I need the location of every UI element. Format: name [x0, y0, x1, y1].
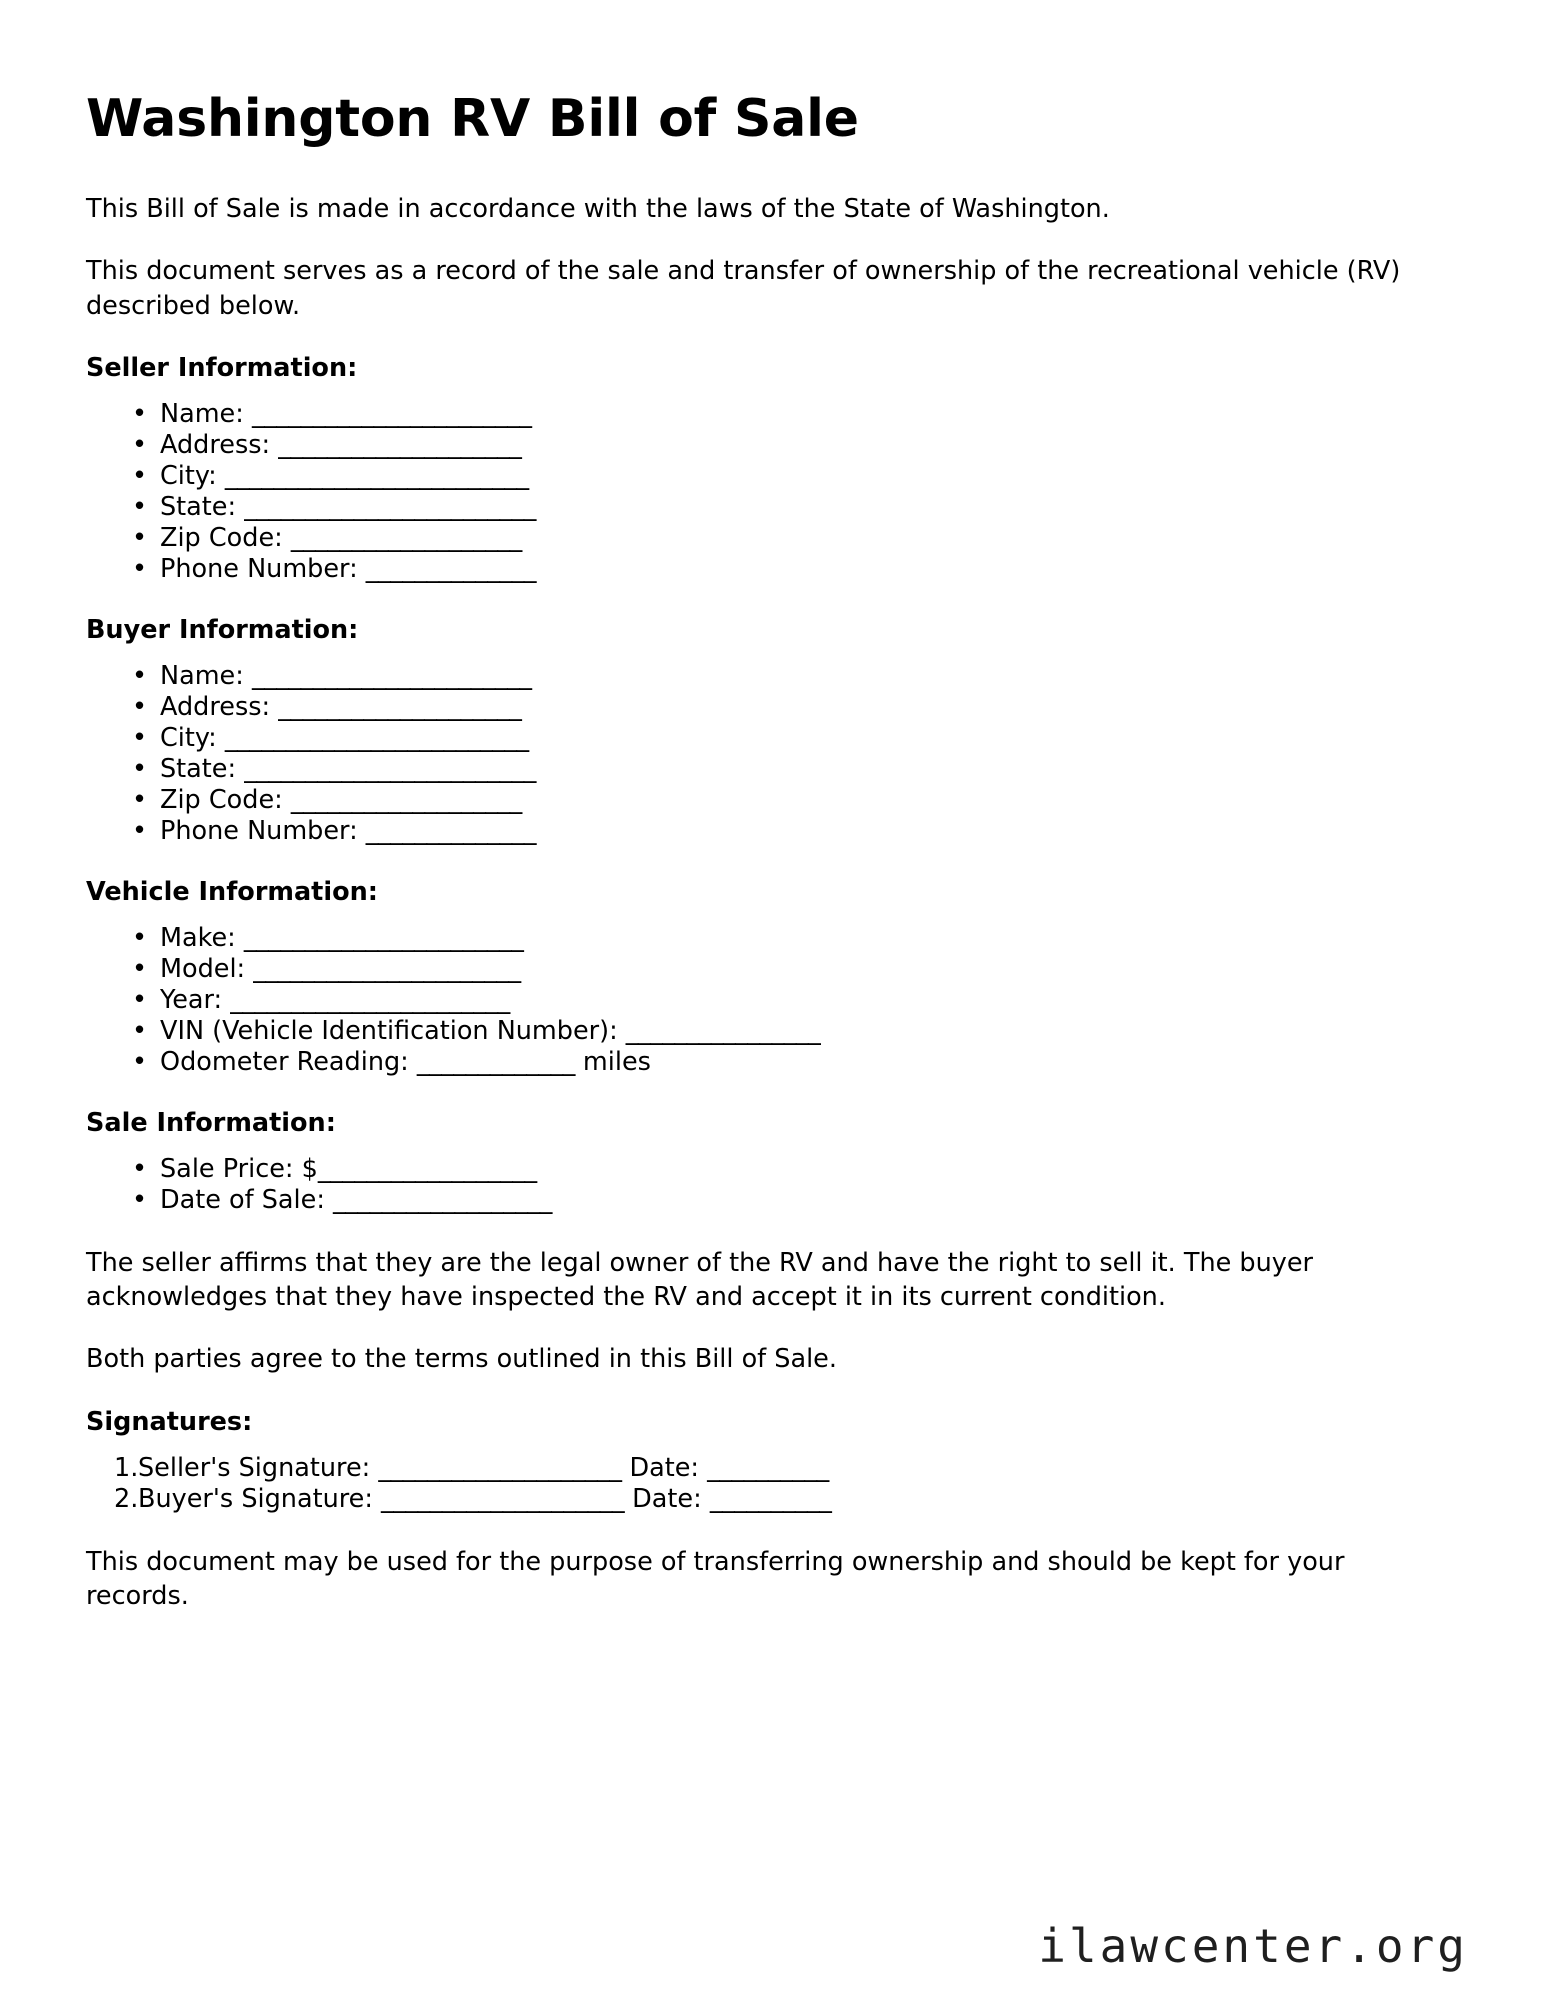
- list-item: [86, 923, 1468, 954]
- list-item: [86, 754, 1468, 785]
- buyer-section-heading: Buyer Information:: [86, 615, 359, 646]
- field-label: City:: [160, 723, 217, 753]
- field-blank[interactable]: _______________________: [251, 399, 532, 430]
- list-item: [86, 1016, 1468, 1047]
- field-label: Model:: [160, 953, 246, 984]
- spacer: [86, 1216, 1468, 1246]
- list-item: [86, 554, 1468, 585]
- date-label: Date:: [632, 1483, 702, 1514]
- field-suffix: miles: [574, 1046, 651, 1077]
- field-blank[interactable]: _______________________: [230, 984, 510, 1015]
- field-blank[interactable]: _____________: [416, 1046, 575, 1077]
- list-item: [86, 461, 1468, 492]
- date-blank[interactable]: __________: [707, 1452, 829, 1483]
- purpose-paragraph: This document serves as a record of the sale and transfer of ownership of the recreational vehicle (RV) described below.: [86, 255, 1401, 321]
- date-label: Date:: [629, 1452, 700, 1483]
- spacer: [86, 1078, 1468, 1108]
- bullet-icon: •: [132, 1046, 148, 1077]
- list-item: [86, 1047, 1468, 1078]
- list-item: [86, 399, 1468, 430]
- field-blank[interactable]: _________________________: [224, 723, 529, 753]
- field-label: Phone Number:: [160, 815, 358, 846]
- intro-paragraph: This Bill of Sale is made in accordance with the laws of the State of Washington.: [86, 194, 1110, 225]
- bullet-icon: •: [132, 1184, 148, 1215]
- field-label: Name:: [160, 399, 244, 430]
- field-blank[interactable]: _______________________: [251, 661, 532, 692]
- bullet-icon: •: [132, 984, 148, 1015]
- bullet-icon: •: [132, 1015, 148, 1046]
- field-label: Make:: [160, 922, 236, 953]
- bullet-icon: •: [132, 430, 148, 461]
- signature-blank[interactable]: ____________________: [378, 1452, 622, 1483]
- bullet-icon: •: [132, 1153, 148, 1184]
- bullet-icon: •: [132, 723, 148, 753]
- field-label: State:: [160, 753, 237, 784]
- list-item: [86, 523, 1468, 554]
- field-label: Sale Price: $: [160, 1153, 318, 1184]
- bullet-icon: •: [132, 461, 148, 492]
- bullet-icon: •: [132, 953, 148, 984]
- spacer: [86, 1315, 1468, 1342]
- field-blank[interactable]: ______________: [365, 815, 536, 846]
- list-marker: 1.: [114, 1452, 139, 1483]
- field-blank[interactable]: ___________________: [290, 523, 522, 554]
- field-blank[interactable]: ______________________: [253, 953, 521, 984]
- field-blank[interactable]: ________________________: [244, 492, 536, 523]
- spacer: [86, 1377, 1468, 1407]
- vehicle-fields-list: [86, 923, 1468, 1078]
- bullet-icon: •: [132, 523, 148, 554]
- vehicle-section-heading: Vehicle Information:: [86, 876, 378, 907]
- field-blank[interactable]: ____________________: [278, 692, 522, 723]
- bullet-icon: •: [132, 784, 148, 815]
- field-blank[interactable]: ________________________: [244, 753, 536, 784]
- bullet-icon: •: [132, 492, 148, 523]
- field-blank[interactable]: ______________: [365, 554, 536, 585]
- field-label: City:: [160, 461, 217, 492]
- closing-paragraph: This document may be used for the purpose of transferring ownership and should be kept for your records.: [86, 1546, 1345, 1612]
- bullet-icon: •: [132, 692, 148, 723]
- list-item: [86, 492, 1468, 523]
- field-label: Year:: [160, 984, 223, 1015]
- list-item: [86, 954, 1468, 985]
- seller-fields-list: [86, 399, 1468, 585]
- spacer: [86, 148, 1468, 192]
- page-title: Washington RV Bill of Sale: [86, 89, 859, 149]
- list-item: [86, 661, 1468, 692]
- site-watermark: ilawcenter.org: [1038, 1919, 1468, 1973]
- list-item: [86, 430, 1468, 461]
- field-label: Name:: [160, 661, 244, 692]
- field-label: Zip Code:: [160, 784, 283, 815]
- list-item: [86, 1154, 1468, 1185]
- seller-section-heading: Seller Information:: [86, 353, 358, 384]
- spacer: [86, 1138, 1468, 1154]
- field-blank[interactable]: _________________________: [224, 461, 529, 492]
- list-item: [86, 1484, 1468, 1515]
- sale-section-heading: Sale Information:: [86, 1107, 336, 1138]
- field-blank[interactable]: __________________: [317, 1153, 537, 1184]
- spacer: [86, 1515, 1468, 1545]
- date-blank[interactable]: __________: [709, 1483, 832, 1514]
- spacer: [86, 1437, 1468, 1453]
- field-label: Address:: [160, 430, 271, 461]
- field-blank[interactable]: ____________________: [278, 430, 522, 461]
- signature-label: Buyer's Signature:: [138, 1483, 373, 1514]
- spacer: [86, 645, 1468, 661]
- spacer: [86, 383, 1468, 399]
- field-label: Address:: [160, 692, 271, 723]
- agreement-paragraph: Both parties agree to the terms outlined in this Bill of Sale.: [86, 1344, 837, 1374]
- list-item: [86, 723, 1468, 754]
- sale-fields-list: [86, 1154, 1468, 1216]
- field-blank[interactable]: _______________________: [243, 922, 524, 953]
- field-blank[interactable]: __________________: [333, 1184, 552, 1215]
- field-label: Odometer Reading:: [160, 1046, 409, 1077]
- signature-label: Seller's Signature:: [138, 1452, 371, 1483]
- field-label: State:: [160, 492, 237, 523]
- field-label: Phone Number:: [160, 554, 358, 585]
- bullet-icon: •: [132, 753, 148, 784]
- list-item: [86, 692, 1468, 723]
- list-item: [86, 1185, 1468, 1216]
- list-item: [86, 985, 1468, 1016]
- list-item: [86, 785, 1468, 816]
- signatures-section-heading: Signatures:: [86, 1406, 253, 1437]
- signature-blank[interactable]: ____________________: [381, 1483, 625, 1514]
- spacer: [86, 907, 1468, 923]
- affirmation-paragraph: The seller affirms that they are the legal owner of the RV and have the right to sell it. The buyer acknowledges that they have inspected the RV and accept it in its current condition.: [86, 1247, 1314, 1313]
- spacer: [86, 847, 1468, 877]
- signatures-list: [86, 1453, 1468, 1515]
- bullet-icon: •: [132, 661, 148, 692]
- list-item: [86, 816, 1468, 847]
- field-label: Zip Code:: [160, 523, 283, 554]
- bullet-icon: •: [132, 815, 148, 846]
- field-label: VIN (Vehicle Identification Number):: [160, 1015, 618, 1046]
- spacer: [86, 323, 1468, 353]
- spacer: [86, 585, 1468, 615]
- field-label: Date of Sale:: [160, 1184, 325, 1215]
- bullet-icon: •: [132, 922, 148, 953]
- bullet-icon: •: [132, 554, 148, 585]
- buyer-fields-list: [86, 661, 1468, 847]
- list-item: [86, 1453, 1468, 1484]
- list-marker: 2.: [114, 1483, 139, 1514]
- bullet-icon: •: [132, 399, 148, 430]
- field-blank[interactable]: ___________________: [290, 784, 522, 815]
- field-blank[interactable]: ________________: [625, 1015, 821, 1046]
- spacer: [86, 227, 1468, 254]
